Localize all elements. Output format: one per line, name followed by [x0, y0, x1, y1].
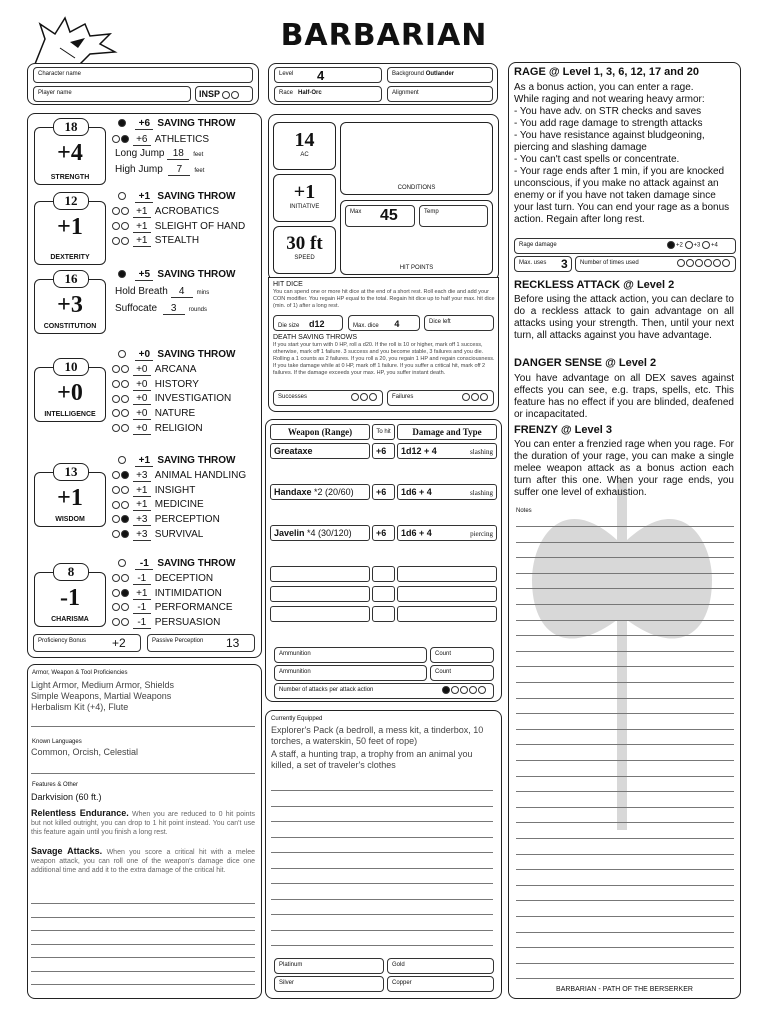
- rage-line: - You have resistance against bludgeoning, piercing and slashing damage: [514, 130, 705, 153]
- proficiencies-label: Armor, Weapon & Tool Proficiencies: [32, 670, 128, 676]
- proficiency-circle[interactable]: [121, 409, 129, 417]
- writing-line[interactable]: [516, 573, 734, 574]
- expertise-circle[interactable]: [112, 530, 120, 538]
- writing-line[interactable]: [516, 791, 734, 792]
- writing-line[interactable]: [271, 883, 493, 884]
- frenzy-text: You can enter a frenzied rage when you rage. For the duration of your rage, you can make a single melee weapon attack as a bonus action each turn after this one. When your rage ends, you suffer one level of exhaustion.: [514, 439, 734, 498]
- rage-line: - You add rage damage to strength attacks: [514, 118, 703, 129]
- writing-line[interactable]: [31, 957, 255, 958]
- skill-history: +0 HISTORY: [112, 379, 199, 393]
- proficiency-circle[interactable]: [121, 501, 129, 509]
- proficiency-circle[interactable]: [121, 486, 129, 494]
- ac-box: 14 AC: [273, 122, 336, 170]
- features-label: Features & Other: [32, 782, 79, 788]
- skill-investigation: +0 INVESTIGATION: [112, 393, 231, 407]
- weapon-to-hit-empty[interactable]: [372, 586, 395, 602]
- death-saves-text: If you start your turn with 0 HP, roll a d20. If the roll is 10 or higher, mark off 1 success, otherwise, mark off 1 failure. 3 success and you become stable, 3 failures and you die. Rolling a 1 counts as 2 failures. If you roll a 20, you regain 1 HP and regain consciousness. If you take damage while at 0 HP, mark off 1 failure. If you suffer a critical hit, mark off 2 failures. If the damage exceeds your max. HP, you suffer instant death.: [273, 342, 495, 376]
- alignment-field[interactable]: Alignment: [387, 86, 493, 102]
- expertise-circle[interactable]: [112, 424, 120, 432]
- weapon-damage[interactable]: 1d6 + 4 piercing: [397, 525, 497, 541]
- writing-line[interactable]: [516, 588, 734, 589]
- writing-line[interactable]: [31, 984, 255, 985]
- strength-box: 18 +4 STRENGTH: [34, 127, 106, 185]
- skill-perception: +3 PERCEPTION: [112, 514, 220, 528]
- rage-line: As a bonus action, you can enter a rage.: [514, 82, 694, 93]
- proficiency-circle[interactable]: [121, 589, 129, 597]
- dex-saving-throw: +1 SAVING THROW: [118, 191, 236, 205]
- wisdom-box: 13 +1 WISDOM: [34, 472, 106, 527]
- expertise-circle[interactable]: [112, 574, 120, 582]
- ammunition-field-2[interactable]: Ammunition: [274, 665, 427, 681]
- silver-field[interactable]: Silver: [274, 976, 384, 992]
- weapon-header-name: Weapon (Range): [270, 424, 370, 440]
- max-dice-field: Max. dice 4: [348, 315, 420, 331]
- proficiency-circle[interactable]: [121, 618, 129, 626]
- expertise-circle[interactable]: [112, 380, 120, 388]
- proficiency-circle[interactable]: [121, 603, 129, 611]
- player-name-field[interactable]: Player name: [33, 86, 191, 102]
- writing-line[interactable]: [271, 852, 493, 853]
- danger-sense-title: DANGER SENSE @ Level 2: [514, 357, 657, 369]
- dice-left-field[interactable]: Dice left: [424, 315, 494, 331]
- die-size-field: Die size d12: [273, 315, 343, 331]
- weapon-to-hit-empty[interactable]: [372, 566, 395, 582]
- expertise-circle[interactable]: [112, 589, 120, 597]
- skill-survival: +3 SURVIVAL: [112, 529, 203, 543]
- expertise-circle[interactable]: [112, 237, 120, 245]
- frenzy-title: FRENZY @ Level 3: [514, 424, 612, 436]
- speed-box: 30 ft SPEED: [273, 226, 336, 274]
- skill-persuasion: -1 PERSUASION: [112, 617, 220, 631]
- background-field[interactable]: Background Outlander: [387, 67, 493, 83]
- high-jump: High Jump 7 feet: [115, 164, 205, 175]
- writing-line[interactable]: [516, 666, 734, 667]
- writing-line[interactable]: [516, 713, 734, 714]
- proficiency-circle[interactable]: [121, 574, 129, 582]
- ammo-count-field-1[interactable]: Count: [430, 647, 494, 663]
- skill-arcana: +0 ARCANA: [112, 364, 196, 378]
- max-hp-field[interactable]: Max 45: [345, 205, 415, 227]
- level-field[interactable]: Level 4: [274, 67, 382, 83]
- weapon-to-hit-empty[interactable]: [372, 606, 395, 622]
- proficiency-circle[interactable]: [121, 515, 129, 523]
- rage-uses-field: Max. uses 3: [514, 256, 572, 272]
- proficiency-circle[interactable]: [121, 222, 129, 230]
- expertise-circle[interactable]: [112, 515, 120, 523]
- writing-line[interactable]: [271, 868, 493, 869]
- hit-points-box: HIT POINTS: [340, 200, 493, 275]
- skill-athletics: +6 ATHLETICS: [112, 134, 209, 148]
- writing-line[interactable]: [271, 790, 493, 791]
- long-jump: Long Jump 18 feet: [115, 148, 204, 159]
- expertise-circle[interactable]: [112, 222, 120, 230]
- platinum-field[interactable]: Platinum: [274, 958, 384, 974]
- skill-acrobatics: +1 ACROBATICS: [112, 206, 219, 220]
- proficiency-circle[interactable]: [121, 207, 129, 215]
- expertise-circle[interactable]: [112, 501, 120, 509]
- weapon-name[interactable]: Handaxe *2 (20/60): [270, 484, 370, 500]
- weapon-damage[interactable]: 1d6 + 4 slashing: [397, 484, 497, 500]
- savage-attacks: Savage Attacks. When you score a critical hit with a melee weapon attack, you can roll one of the weapon's damage dice one additional time and add it to the extra damage of the critical hit.: [31, 846, 255, 874]
- writing-line[interactable]: [516, 542, 734, 543]
- proficiency-circle[interactable]: [121, 380, 129, 388]
- weapon-to-hit[interactable]: +6: [372, 484, 395, 500]
- writing-line[interactable]: [271, 945, 493, 946]
- writing-line[interactable]: [516, 822, 734, 823]
- hit-dice-title: HIT DICE: [273, 281, 303, 288]
- con-saving-throw: +5 SAVING THROW: [118, 269, 236, 283]
- weapon-header-damage: Damage and Type: [397, 424, 497, 440]
- expertise-circle[interactable]: [112, 603, 120, 611]
- expertise-circle[interactable]: [112, 395, 120, 403]
- death-successes-field[interactable]: Successes: [273, 390, 383, 406]
- proficiency-circle[interactable]: [121, 365, 129, 373]
- skill-nature: +0 NATURE: [112, 408, 195, 422]
- skill-medicine: +1 MEDICINE: [112, 499, 204, 513]
- proficiency-circle[interactable]: [121, 530, 129, 538]
- writing-line[interactable]: [516, 978, 734, 979]
- expertise-circle[interactable]: [112, 618, 120, 626]
- writing-line[interactable]: [516, 760, 734, 761]
- writing-line[interactable]: [271, 821, 493, 822]
- reckless-attack-text: Before using the attack action, you can declare to do a reckless attack to gain advantage on all attacks using your strength. Then, until your next turn, all attacks against you have advantage.: [514, 294, 734, 341]
- character-name-field[interactable]: Character name: [33, 67, 253, 83]
- temp-hp-field[interactable]: Temp: [419, 205, 488, 227]
- weapon-name-empty[interactable]: [270, 566, 370, 582]
- cha-saving-throw: -1 SAVING THROW: [118, 558, 236, 572]
- danger-sense-text: You have advantage on all DEX saves against effects you can see, e.g. traps, spells, etc. This feature has no effect if you are blinded, deafened or incapacitated.: [514, 373, 734, 420]
- proficiency-line: Light Armor, Medium Armor, Shields: [31, 680, 175, 690]
- notes-label: Notes: [516, 508, 532, 514]
- reckless-attack-title: RECKLESS ATTACK @ Level 2: [514, 279, 675, 291]
- weapon-name-empty[interactable]: [270, 586, 370, 602]
- death-saves-title: DEATH SAVING THROWS: [273, 334, 358, 341]
- writing-line[interactable]: [516, 916, 734, 917]
- equipment-line-2: A staff, a hunting trap, a trophy from an animal you killed, a set of traveler's clothes: [271, 749, 473, 770]
- weapon-name[interactable]: Greataxe: [270, 443, 370, 459]
- writing-line[interactable]: [271, 930, 493, 931]
- writing-line[interactable]: [516, 744, 734, 745]
- writing-line[interactable]: [271, 914, 493, 915]
- weapon-name[interactable]: Javelin *4 (30/120): [270, 525, 370, 541]
- str-saving-throw: +6 SAVING THROW: [118, 118, 236, 132]
- rage-title: RAGE @ Level 1, 3, 6, 12, 17 and 20: [514, 66, 699, 78]
- initiative-box: +1 INITIATIVE: [273, 174, 336, 222]
- writing-line[interactable]: [271, 899, 493, 900]
- page-title: BARBARIAN: [280, 18, 488, 53]
- attacks-per-action-field: Number of attacks per attack action: [274, 683, 494, 699]
- writing-line[interactable]: [516, 698, 734, 699]
- gold-field[interactable]: Gold: [387, 958, 494, 974]
- writing-line[interactable]: [516, 900, 734, 901]
- writing-line[interactable]: [516, 885, 734, 886]
- hold-breath: Hold Breath 4 mins: [115, 286, 210, 297]
- weapon-damage-empty[interactable]: [397, 606, 497, 622]
- skill-deception: -1 DECEPTION: [112, 573, 213, 587]
- writing-line[interactable]: [516, 776, 734, 777]
- proficiency-circle[interactable]: [121, 395, 129, 403]
- conditions-box[interactable]: CONDITIONS: [340, 122, 493, 195]
- skill-stealth: +1 STEALTH: [112, 235, 199, 249]
- axe-watermark-icon: [522, 480, 722, 830]
- hit-dice-text: You can spend one or more hit dice at the end of a short rest. Roll each die and add your CON modifier. You regain HP equal to the total. Regain hit dice up to half your max. hit dice (min. of 1) after a long rest.: [273, 289, 495, 309]
- writing-line[interactable]: [516, 807, 734, 808]
- race-field[interactable]: Race Half-Orc: [274, 86, 382, 102]
- writing-line[interactable]: [516, 604, 734, 605]
- rage-text: [514, 82, 736, 226]
- skill-performance: -1 PERFORMANCE: [112, 602, 233, 616]
- writing-line[interactable]: [516, 651, 734, 652]
- rage-line: - You can't cast spells or concentrate.: [514, 154, 680, 165]
- equipment-line-1: Explorer's Pack (a bedroll, a mess kit, a tinderbox, 10 torches, a waterskin, 50 feet of rope): [271, 725, 484, 746]
- dexterity-box: 12 +1 DEXTERITY: [34, 201, 106, 265]
- copper-field[interactable]: Copper: [387, 976, 494, 992]
- skill-sleight-of-hand: +1 SLEIGHT OF HAND: [112, 221, 245, 235]
- ammunition-field-1[interactable]: Ammunition: [274, 647, 427, 663]
- rage-damage-field[interactable]: Rage damage +2 +3 +4: [514, 238, 736, 254]
- writing-line[interactable]: [31, 930, 255, 931]
- writing-line[interactable]: [271, 837, 493, 838]
- passive-perception-field: Passive Perception 13: [147, 634, 255, 652]
- writing-line[interactable]: [31, 917, 255, 918]
- writing-line[interactable]: [516, 682, 734, 683]
- int-saving-throw: +0 SAVING THROW: [118, 349, 236, 363]
- skill-insight: +1 INSIGHT: [112, 485, 195, 499]
- expertise-circle[interactable]: [112, 207, 120, 215]
- writing-line[interactable]: [516, 854, 734, 855]
- writing-line[interactable]: [516, 947, 734, 948]
- weapon-name-empty[interactable]: [270, 606, 370, 622]
- rage-line: While raging and not wearing heavy armor:: [514, 94, 705, 105]
- relentless-endurance: Relentless Endurance. When you are reduced to 0 hit points but not killed outright, you can drop to 1 hit point instead. You can't use this feature again until you finish a long rest.: [31, 808, 255, 836]
- rage-line: - Your rage ends after 1 min, if you are knocked unconscious, if you make no attack against an enemy or if you have not taken damage since your last turn. You can end your rage as a bonus action. Regain after long rest.: [514, 166, 730, 225]
- expertise-circle[interactable]: [112, 365, 120, 373]
- writing-line[interactable]: [516, 963, 734, 964]
- weapon-to-hit[interactable]: +6: [372, 443, 395, 459]
- weapon-damage-empty[interactable]: [397, 566, 497, 582]
- writing-line[interactable]: [31, 971, 255, 972]
- wis-saving-throw: +1 SAVING THROW: [118, 455, 236, 469]
- skill-animal-handling: +3 ANIMAL HANDLING: [112, 470, 246, 484]
- equipment-label: Currently Equipped: [271, 716, 323, 722]
- writing-line[interactable]: [516, 620, 734, 621]
- skill-religion: +0 RELIGION: [112, 423, 203, 437]
- expertise-circle[interactable]: [112, 409, 120, 417]
- proficiency-circle[interactable]: [121, 471, 129, 479]
- expertise-circle[interactable]: [112, 486, 120, 494]
- inspiration-field[interactable]: INSP: [195, 86, 253, 102]
- writing-line[interactable]: [516, 932, 734, 933]
- proficiency-line: Simple Weapons, Martial Weapons: [31, 691, 172, 701]
- proficiency-line: Herbalism Kit (+4), Flute: [31, 702, 129, 712]
- writing-line[interactable]: [516, 557, 734, 558]
- death-failures-field[interactable]: Failures: [387, 390, 494, 406]
- darkvision-text: Darkvision (60 ft.): [31, 792, 102, 802]
- proficiency-circle[interactable]: [121, 424, 129, 432]
- weapon-header-hit: To hit: [372, 424, 395, 440]
- proficiency-circle[interactable]: [121, 237, 129, 245]
- suffocate: Suffocate 3 rounds: [115, 303, 207, 314]
- rage-used-field[interactable]: Number of times used: [575, 256, 736, 272]
- writing-line[interactable]: [516, 526, 734, 527]
- languages-text: Common, Orcish, Celestial: [31, 747, 139, 757]
- writing-line[interactable]: [516, 635, 734, 636]
- weapon-to-hit[interactable]: +6: [372, 525, 395, 541]
- rage-line: - You have adv. on STR checks and saves: [514, 106, 702, 117]
- constitution-box: 16 +3 CONSTITUTION: [34, 279, 106, 334]
- writing-line[interactable]: [516, 729, 734, 730]
- weapon-damage[interactable]: 1d12 + 4 slashing: [397, 443, 497, 459]
- skill-intimidation: +1 INTIMIDATION: [112, 588, 222, 602]
- expertise-circle[interactable]: [112, 471, 120, 479]
- writing-line[interactable]: [271, 806, 493, 807]
- level-value: 4: [317, 68, 325, 83]
- footer-text: BARBARIAN - PATH OF THE BERSERKER: [556, 986, 693, 993]
- writing-line[interactable]: [516, 838, 734, 839]
- ammo-count-field-2[interactable]: Count: [430, 665, 494, 681]
- writing-line[interactable]: [31, 944, 255, 945]
- languages-label: Known Languages: [32, 739, 82, 745]
- proficiencies-list: [31, 680, 174, 713]
- charisma-box: 8 -1 CHARISMA: [34, 572, 106, 627]
- writing-line[interactable]: [31, 903, 255, 904]
- weapon-damage-empty[interactable]: [397, 586, 497, 602]
- writing-line[interactable]: [516, 869, 734, 870]
- proficiency-bonus-field: Proficiency Bonus +2: [33, 634, 141, 652]
- intelligence-box: 10 +0 INTELLIGENCE: [34, 367, 106, 422]
